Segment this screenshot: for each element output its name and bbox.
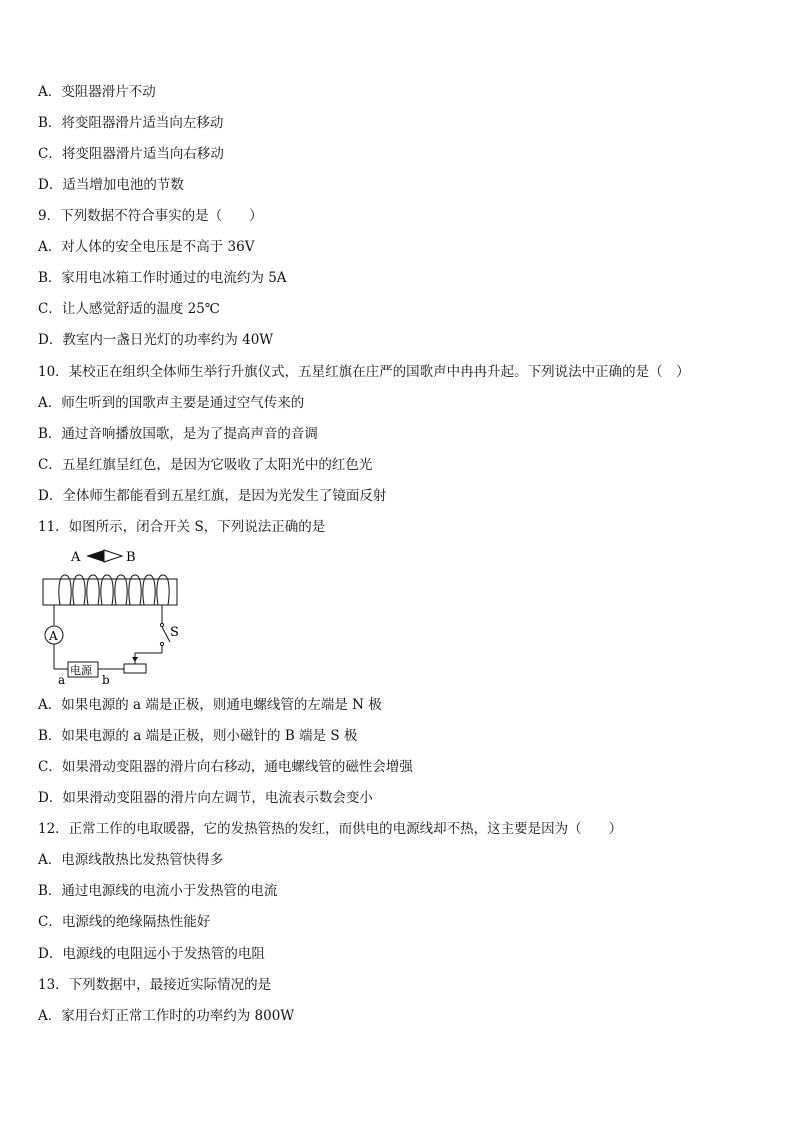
switch-s [162, 627, 170, 642]
line-3: C．将变阻器滑片适当向右移动 [38, 146, 224, 162]
option-12c: C．电源线的绝缘隔热性能好 [38, 914, 211, 930]
question-11: 11．如图所示，闭合开关 S，下列说法正确的是 [38, 519, 326, 535]
switch-label: S [170, 625, 179, 640]
option-11d: D．如果滑动变阻器的滑片向左调节，电流表示数会变小 [38, 790, 373, 806]
ammeter-label: A [49, 629, 58, 643]
power-source-label: 电源 [70, 664, 92, 677]
terminal-b-label: b [102, 673, 110, 685]
option-10c: C．五星红旗呈红色，是因为它吸收了太阳光中的红色光 [38, 457, 373, 473]
option-11b: B．如果电源的 a 端是正极，则小磁针的 B 端是 S 极 [38, 728, 358, 744]
option-9a: A．对人体的安全电压是不高于 36V [38, 239, 255, 255]
line-1: A．变阻器滑片不动 [38, 84, 156, 100]
option-12b: B．通过电源线的电流小于发热管的电流 [38, 883, 278, 899]
question-9: 9．下列数据不符合事实的是（ ） [38, 208, 263, 224]
option-11a: A．如果电源的 a 端是正极，则通电螺线管的左端是 N 极 [38, 697, 382, 713]
needle-label-a: A [71, 550, 81, 565]
circuit-figure [38, 545, 188, 685]
option-9b: B．家用电冰箱工作时通过的电流约为 5A [38, 270, 287, 286]
option-10a: A．师生听到的国歌声主要是通过空气传来的 [38, 395, 305, 411]
question-12: 12．正常工作的电取暖器，它的发热管热的发红，而供电的电源线却不热，这主要是因为（ ） [38, 821, 623, 837]
line-2: B．将变阻器滑片适当向左移动 [38, 115, 224, 131]
compass-needle-right [104, 550, 122, 562]
option-9c: C．让人感觉舒适的温度 25℃ [38, 301, 220, 317]
option-12a: A．电源线散热比发热管快得多 [38, 852, 224, 868]
line-4: D．适当增加电池的节数 [38, 177, 184, 193]
option-11c: C．如果滑动变阻器的滑片向右移动，通电螺线管的磁性会增强 [38, 759, 413, 775]
terminal-a-label: a [58, 673, 66, 685]
option-12d: D．电源线的电阻远小于发热管的电阻 [38, 946, 265, 962]
option-10b: B．通过音响播放国歌，是为了提高声音的音调 [38, 426, 318, 442]
option-13a: A．家用台灯正常工作时的功率约为 800W [38, 1008, 295, 1024]
question-10: 10．某校正在组织全体师生举行升旗仪式，五星红旗在庄严的国歌声中冉冉升起。下列说法中正确的是（ ） [38, 364, 690, 380]
rheostat-slider [132, 657, 138, 662]
needle-label-b: B [126, 550, 136, 565]
option-10d: D．全体师生都能看到五星红旗，是因为光发生了镜面反射 [38, 488, 387, 504]
compass-needle-left [86, 550, 104, 562]
option-9d: D．教室内一盏日光灯的功率约为 40W [38, 332, 274, 348]
rheostat [124, 664, 146, 673]
question-13: 13．下列数据中，最接近实际情况的是 [38, 977, 272, 993]
